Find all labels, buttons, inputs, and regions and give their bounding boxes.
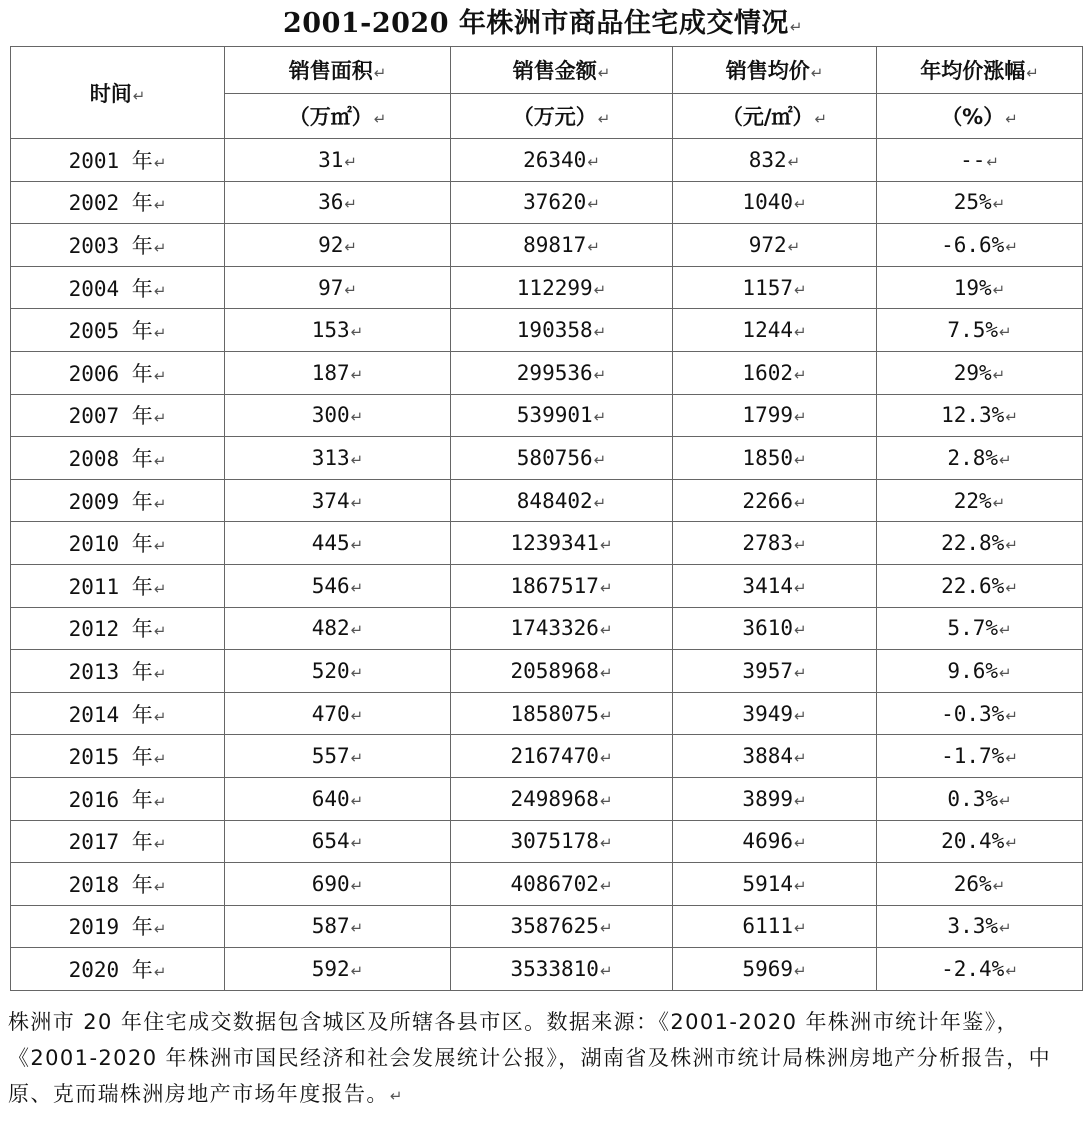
table-row: [11, 224, 1083, 267]
cell-amount: 3075178↵: [451, 820, 673, 863]
cell-amount: 3587625↵: [451, 905, 673, 948]
table-row: [11, 820, 1083, 863]
cell-area: 313↵: [225, 437, 451, 480]
cell-growth: 20.4%↵: [877, 820, 1083, 863]
cell-year: 2006 年↵: [11, 351, 225, 394]
cell-growth: 19%↵: [877, 266, 1083, 309]
header-amount: 销售金额↵: [451, 47, 673, 94]
cell-area: 482↵: [225, 607, 451, 650]
cell-amount: 1239341↵: [451, 522, 673, 565]
cell-amount: 2058968↵: [451, 650, 673, 693]
cell-growth: 0.3%↵: [877, 777, 1083, 820]
cell-amount: 4086702↵: [451, 863, 673, 906]
table-row: [11, 522, 1083, 565]
cell-year: 2019 年↵: [11, 905, 225, 948]
table-row: [11, 650, 1083, 693]
cell-year: 2014 年↵: [11, 692, 225, 735]
table-row: [11, 351, 1083, 394]
cell-price: 832↵: [673, 139, 877, 182]
table-row: [11, 139, 1083, 182]
cell-year: 2003 年↵: [11, 224, 225, 267]
cell-year: 2008 年↵: [11, 437, 225, 480]
cell-price: 3899↵: [673, 777, 877, 820]
cell-growth: 29%↵: [877, 351, 1083, 394]
table-row: [11, 692, 1083, 735]
cell-amount: 2498968↵: [451, 777, 673, 820]
cell-price: 1040↵: [673, 181, 877, 224]
cell-growth: 9.6%↵: [877, 650, 1083, 693]
header-price-unit: （元/㎡）↵: [673, 94, 877, 139]
cell-amount: 2167470↵: [451, 735, 673, 778]
cell-year: 2018 年↵: [11, 863, 225, 906]
cell-growth: -1.7%↵: [877, 735, 1083, 778]
cell-price: 1244↵: [673, 309, 877, 352]
cell-area: 470↵: [225, 692, 451, 735]
cell-price: 4696↵: [673, 820, 877, 863]
cell-amount: 848402↵: [451, 479, 673, 522]
cell-growth: -6.6%↵: [877, 224, 1083, 267]
cell-growth: 7.5%↵: [877, 309, 1083, 352]
header-growth-unit: （%）↵: [877, 94, 1083, 139]
cell-area: 374↵: [225, 479, 451, 522]
cell-area: 300↵: [225, 394, 451, 437]
cell-growth: --↵: [877, 139, 1083, 182]
table-row: [11, 735, 1083, 778]
table-row: [11, 948, 1083, 991]
sales-table: [10, 46, 1083, 991]
cell-growth: 12.3%↵: [877, 394, 1083, 437]
cell-year: 2002 年↵: [11, 181, 225, 224]
cell-growth: 25%↵: [877, 181, 1083, 224]
header-growth: 年均价涨幅↵: [877, 47, 1083, 94]
cell-amount: 1743326↵: [451, 607, 673, 650]
cell-amount: 1858075↵: [451, 692, 673, 735]
cell-price: 5914↵: [673, 863, 877, 906]
table-row: [11, 564, 1083, 607]
cell-growth: 26%↵: [877, 863, 1083, 906]
cell-growth: 2.8%↵: [877, 437, 1083, 480]
cell-area: 520↵: [225, 650, 451, 693]
cell-price: 3949↵: [673, 692, 877, 735]
cell-area: 654↵: [225, 820, 451, 863]
cell-year: 2005 年↵: [11, 309, 225, 352]
cell-amount: 89817↵: [451, 224, 673, 267]
header-price: 销售均价↵: [673, 47, 877, 94]
cell-growth: 22.6%↵: [877, 564, 1083, 607]
cell-amount: 1867517↵: [451, 564, 673, 607]
header-area-unit: （万㎡）↵: [225, 94, 451, 139]
cell-area: 587↵: [225, 905, 451, 948]
cell-price: 6111↵: [673, 905, 877, 948]
cell-year: 2007 年↵: [11, 394, 225, 437]
table-row: [11, 607, 1083, 650]
cell-price: 5969↵: [673, 948, 877, 991]
cell-area: 36↵: [225, 181, 451, 224]
cell-year: 2009 年↵: [11, 479, 225, 522]
table-row: [11, 905, 1083, 948]
table-row: [11, 479, 1083, 522]
cell-price: 1799↵: [673, 394, 877, 437]
cell-area: 557↵: [225, 735, 451, 778]
table-row: [11, 394, 1083, 437]
paragraph-mark: ↵: [389, 1087, 404, 1105]
cell-amount: 26340↵: [451, 139, 673, 182]
cell-area: 187↵: [225, 351, 451, 394]
header-amount-unit: （万元）↵: [451, 94, 673, 139]
cell-area: 640↵: [225, 777, 451, 820]
cell-amount: 112299↵: [451, 266, 673, 309]
header-area: 销售面积↵: [225, 47, 451, 94]
table-row: [11, 266, 1083, 309]
cell-year: 2004 年↵: [11, 266, 225, 309]
cell-price: 2266↵: [673, 479, 877, 522]
table-row: [11, 777, 1083, 820]
cell-price: 972↵: [673, 224, 877, 267]
cell-area: 690↵: [225, 863, 451, 906]
cell-amount: 580756↵: [451, 437, 673, 480]
note-text: 株洲市 20 年住宅成交数据包含城区及所辖各县市区。数据来源：《2001-2020 年株洲市统计年鉴》，《2001-2020 年株洲市国民经济和社会发展统计公报》，湖南省及株洲市统计局株洲房地产分析报告，中原、克而瑞株洲房地产市场年度报告。: [8, 1010, 1052, 1106]
cell-amount: 37620↵: [451, 181, 673, 224]
cell-amount: 299536↵: [451, 351, 673, 394]
title-text: 2001-2020 年株洲市商品住宅成交情况: [283, 8, 789, 39]
table-row: [11, 309, 1083, 352]
cell-year: 2001 年↵: [11, 139, 225, 182]
cell-price: 3884↵: [673, 735, 877, 778]
cell-area: 153↵: [225, 309, 451, 352]
cell-price: 1602↵: [673, 351, 877, 394]
cell-year: 2013 年↵: [11, 650, 225, 693]
cell-price: 3610↵: [673, 607, 877, 650]
table-row: [11, 437, 1083, 480]
table-body: [11, 139, 1083, 991]
cell-year: 2012 年↵: [11, 607, 225, 650]
cell-year: 2017 年↵: [11, 820, 225, 863]
cell-area: 92↵: [225, 224, 451, 267]
cell-price: 1157↵: [673, 266, 877, 309]
cell-amount: 190358↵: [451, 309, 673, 352]
cell-price: 2783↵: [673, 522, 877, 565]
table-row: [11, 863, 1083, 906]
cell-area: 592↵: [225, 948, 451, 991]
header-time: 时间↵: [11, 47, 225, 139]
cell-area: 31↵: [225, 139, 451, 182]
cell-area: 97↵: [225, 266, 451, 309]
cell-area: 445↵: [225, 522, 451, 565]
cell-price: 3957↵: [673, 650, 877, 693]
paragraph-mark: ↵: [789, 18, 803, 36]
cell-year: 2016 年↵: [11, 777, 225, 820]
cell-price: 1850↵: [673, 437, 877, 480]
cell-growth: -0.3%↵: [877, 692, 1083, 735]
cell-year: 2011 年↵: [11, 564, 225, 607]
cell-area: 546↵: [225, 564, 451, 607]
cell-growth: 5.7%↵: [877, 607, 1083, 650]
cell-year: 2020 年↵: [11, 948, 225, 991]
cell-price: 3414↵: [673, 564, 877, 607]
cell-amount: 3533810↵: [451, 948, 673, 991]
header-row: [11, 47, 1083, 94]
cell-year: 2015 年↵: [11, 735, 225, 778]
document-title: [0, 6, 1086, 45]
cell-growth: 22.8%↵: [877, 522, 1083, 565]
table-row: [11, 181, 1083, 224]
cell-growth: 3.3%↵: [877, 905, 1083, 948]
source-note: [8, 1004, 1084, 1114]
cell-amount: 539901↵: [451, 394, 673, 437]
cell-growth: -2.4%↵: [877, 948, 1083, 991]
cell-year: 2010 年↵: [11, 522, 225, 565]
cell-growth: 22%↵: [877, 479, 1083, 522]
